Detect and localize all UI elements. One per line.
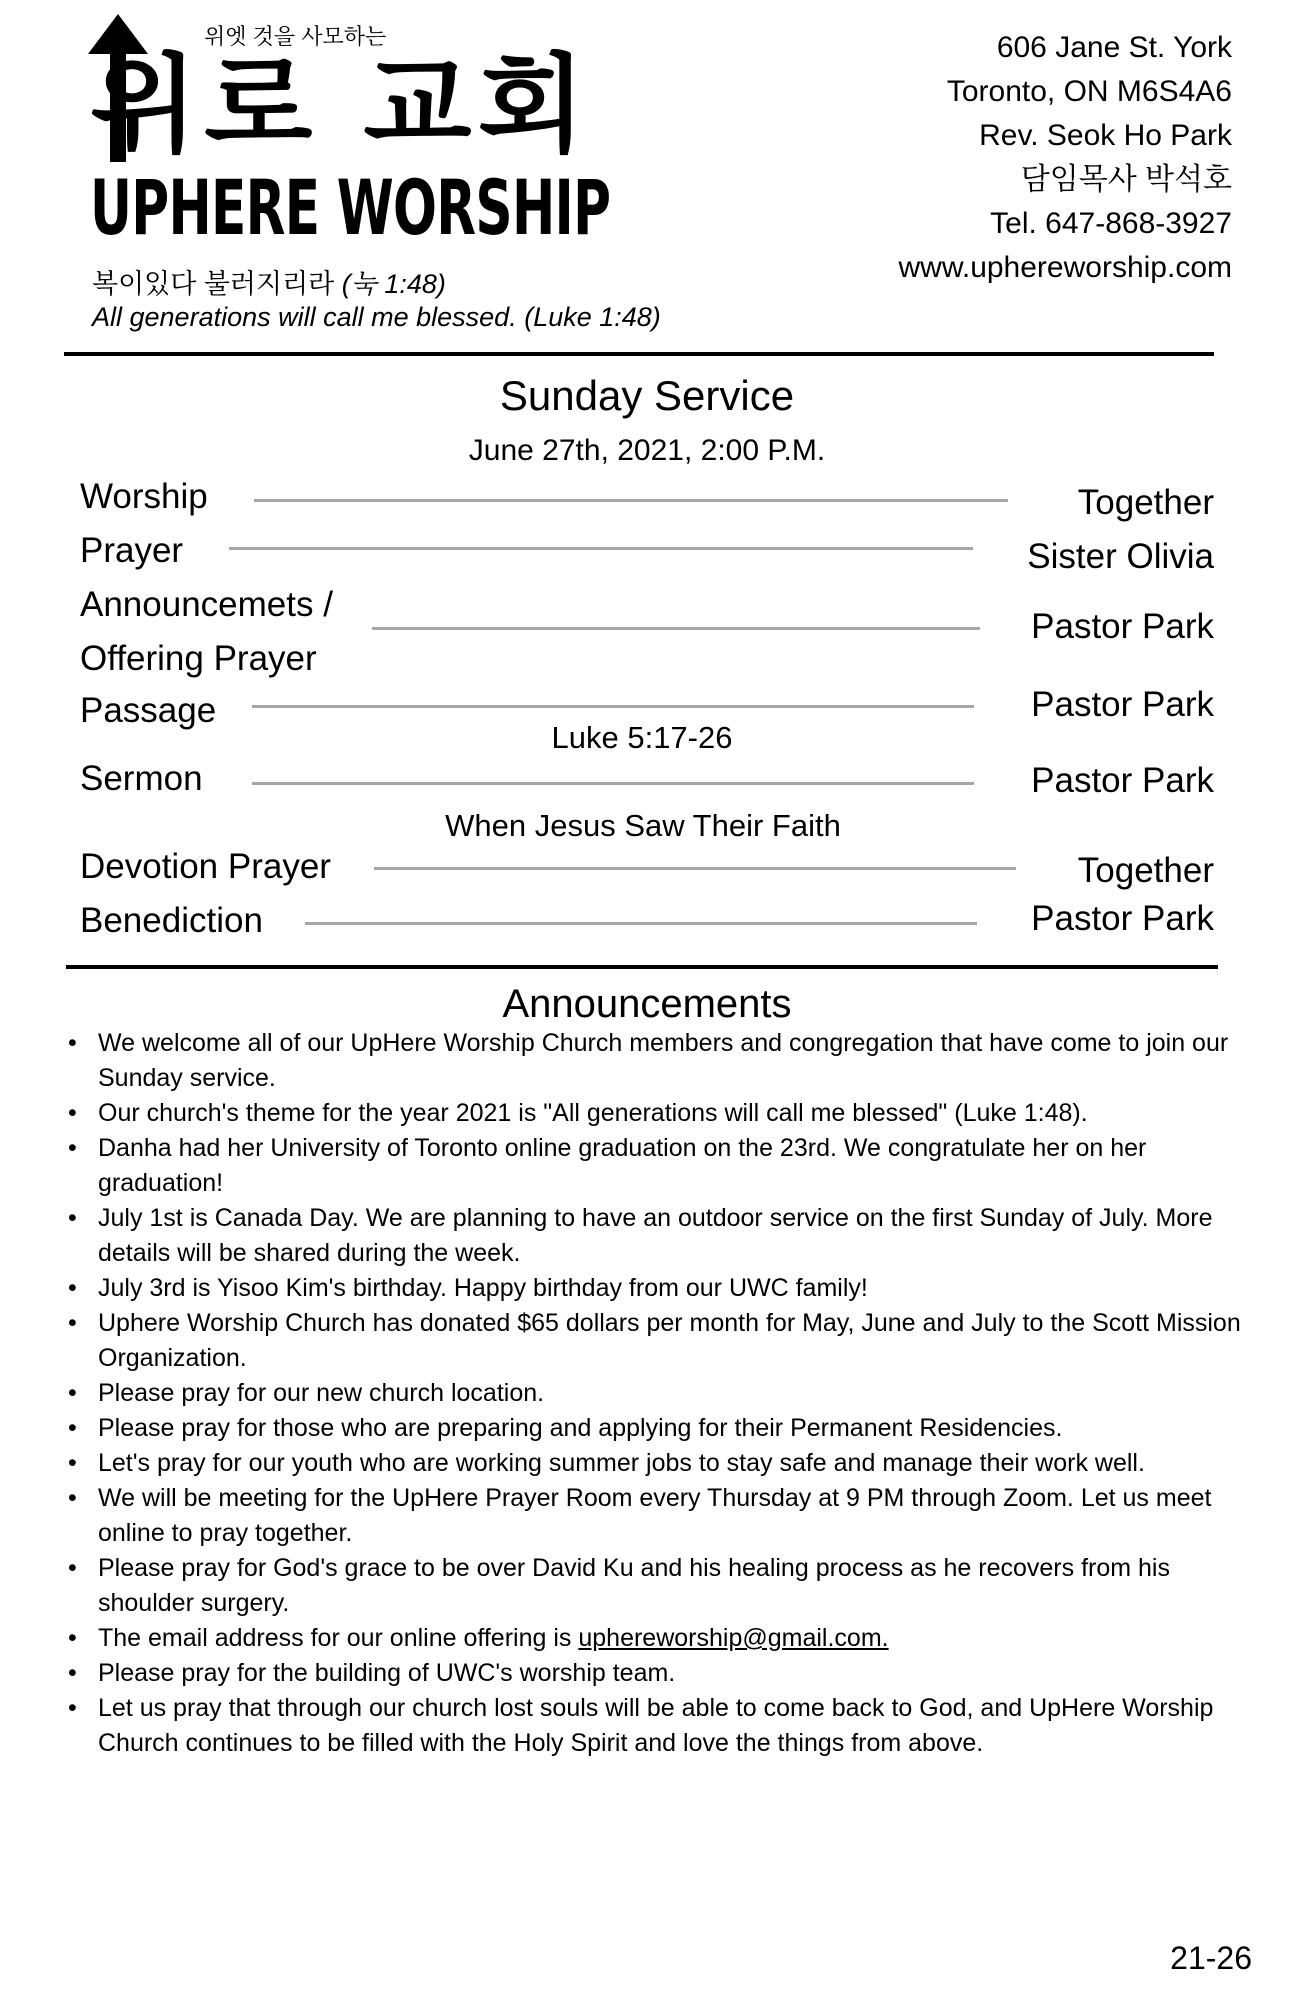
bullet-icon: •	[68, 1029, 77, 1057]
address-street: 606 Jane St. York	[996, 31, 1232, 64]
announcement-item	[64, 1096, 1244, 1131]
bullet-icon: •	[68, 1694, 77, 1722]
order-label-offering-prayer: Offering Prayer	[80, 639, 317, 678]
leader-line	[252, 705, 974, 708]
leader-line	[229, 547, 973, 550]
service-divider	[66, 965, 1218, 969]
logo-english-name: UPHERE WORSHIP	[90, 163, 611, 252]
announcement-item	[64, 1271, 1244, 1306]
announcement-item	[64, 1551, 1244, 1621]
announcement-text: Our church's theme for the year 2021 is "All generations will call me blessed" (Luke 1:48).	[98, 1099, 1088, 1127]
leader-line	[305, 922, 977, 925]
announcement-item	[64, 1621, 1244, 1656]
logo-korean-name: 위로 교회	[90, 43, 592, 167]
telephone: Tel. 647-868-3927	[990, 207, 1232, 240]
announcement-item	[64, 1656, 1244, 1691]
leader-line	[374, 867, 1016, 870]
announcements-list	[64, 1026, 1244, 1761]
service-date: June 27th, 2021, 2:00 P.M.	[468, 434, 826, 467]
announcement-text: Uphere Worship Church has donated $65 dollars per month for May, June and July to the Scott Mission Organization.	[98, 1309, 1241, 1372]
order-label-prayer: Prayer	[80, 531, 184, 570]
order-label-sermon: Sermon	[80, 759, 203, 798]
order-leader-benediction: Pastor Park	[1031, 899, 1214, 938]
leader-line	[252, 782, 974, 785]
order-leader-announcements: Pastor Park	[1031, 607, 1214, 646]
address-city: Toronto, ON M6S4A6	[946, 75, 1232, 108]
announcement-text: Please pray for the building of UWC's worship team.	[98, 1659, 676, 1687]
bullet-icon: •	[68, 1204, 77, 1232]
order-label-benediction: Benediction	[80, 901, 263, 940]
announcement-text: Let us pray that through our church lost souls will be able to come back to God, and UpHere Worship Church continues to be filled with the Holy Spirit and love the things from above.	[98, 1694, 1214, 1757]
header-divider	[64, 352, 1214, 356]
announcement-item	[64, 1131, 1244, 1201]
church-address-block	[899, 26, 1232, 290]
announcement-text: Please pray for those who are preparing and applying for their Permanent Residencies.	[98, 1414, 1063, 1442]
bullet-icon: •	[68, 1554, 77, 1582]
leader-line	[254, 499, 1008, 502]
pastor-korean: 담임목사 박석호	[1020, 163, 1232, 196]
order-label-passage: Passage	[80, 691, 217, 730]
order-leader-sermon: Pastor Park	[1031, 761, 1214, 800]
bullet-icon: •	[68, 1449, 77, 1477]
verse-korean	[92, 262, 446, 301]
announcement-item	[64, 1026, 1244, 1096]
announcement-item	[64, 1481, 1244, 1551]
bullet-icon: •	[68, 1379, 77, 1407]
bullet-icon: •	[68, 1134, 77, 1162]
announcement-item	[64, 1446, 1244, 1481]
offering-email-link[interactable]: uphereworship@gmail.com.	[578, 1624, 889, 1652]
announcement-text: July 3rd is Yisoo Kim's birthday. Happy birthday from our UWC family!	[98, 1274, 868, 1302]
announcements-title: Announcements	[502, 982, 792, 1026]
announcement-item	[64, 1376, 1244, 1411]
verse-korean-text: 복이있다 불러지리라	[92, 269, 335, 299]
logo-tagline: 위엣 것을 사모하는	[204, 24, 387, 49]
announcement-text: We will be meeting for the UpHere Prayer Room every Thursday at 9 PM through Zoom. Let us meet online to pray together.	[98, 1484, 1212, 1547]
announcement-item	[64, 1306, 1244, 1376]
leader-line	[372, 627, 980, 630]
announcement-text: Please pray for our new church location.	[98, 1379, 545, 1407]
order-label-devotion-prayer: Devotion Prayer	[80, 847, 331, 886]
verse-korean-ref: (눅 1:48)	[341, 269, 446, 299]
order-label-announcements: Announcemets /	[80, 585, 333, 624]
bullet-icon: •	[68, 1659, 77, 1687]
service-title: Sunday Service	[499, 372, 795, 419]
announcement-text: The email address for our online offering is	[98, 1624, 579, 1652]
bullet-icon: •	[68, 1414, 77, 1442]
bullet-icon: •	[68, 1484, 77, 1512]
sermon-title: When Jesus Saw Their Faith	[445, 808, 841, 843]
website-link[interactable]: www.uphereworship.com	[898, 251, 1232, 284]
order-leader-devotion-prayer: Together	[1077, 851, 1214, 890]
announcement-item	[64, 1411, 1244, 1446]
bullet-icon: •	[68, 1274, 77, 1302]
bullet-icon: •	[68, 1099, 77, 1127]
page-number: 21-26	[1170, 1940, 1252, 1976]
order-leader-worship: Together	[1077, 483, 1214, 522]
announcement-text: July 1st is Canada Day. We are planning to have an outdoor service on the first Sunday of July. More details will be shared during the week.	[98, 1204, 1213, 1267]
announcement-item	[64, 1691, 1244, 1761]
passage-reference: Luke 5:17-26	[551, 720, 733, 755]
order-label-worship: Worship	[80, 477, 208, 516]
verse-english: All generations will call me blessed. (Luke 1:48)	[92, 302, 661, 332]
pastor-english: Rev. Seok Ho Park	[979, 119, 1232, 152]
announcement-text: Please pray for God's grace to be over David Ku and his healing process as he recovers from his shoulder surgery.	[98, 1554, 1170, 1617]
bullet-icon: •	[68, 1309, 77, 1337]
announcement-text: Let's pray for our youth who are working summer jobs to stay safe and manage their work well.	[98, 1449, 1145, 1477]
bullet-icon: •	[68, 1624, 77, 1652]
order-leader-prayer: Sister Olivia	[1027, 537, 1214, 576]
announcement-item	[64, 1201, 1244, 1271]
announcement-text: Danha had her University of Toronto online graduation on the 23rd. We congratulate her on her graduation!	[98, 1134, 1147, 1197]
order-leader-passage: Pastor Park	[1031, 685, 1214, 724]
announcement-text: We welcome all of our UpHere Worship Church members and congregation that have come to join our Sunday service.	[98, 1029, 1229, 1092]
